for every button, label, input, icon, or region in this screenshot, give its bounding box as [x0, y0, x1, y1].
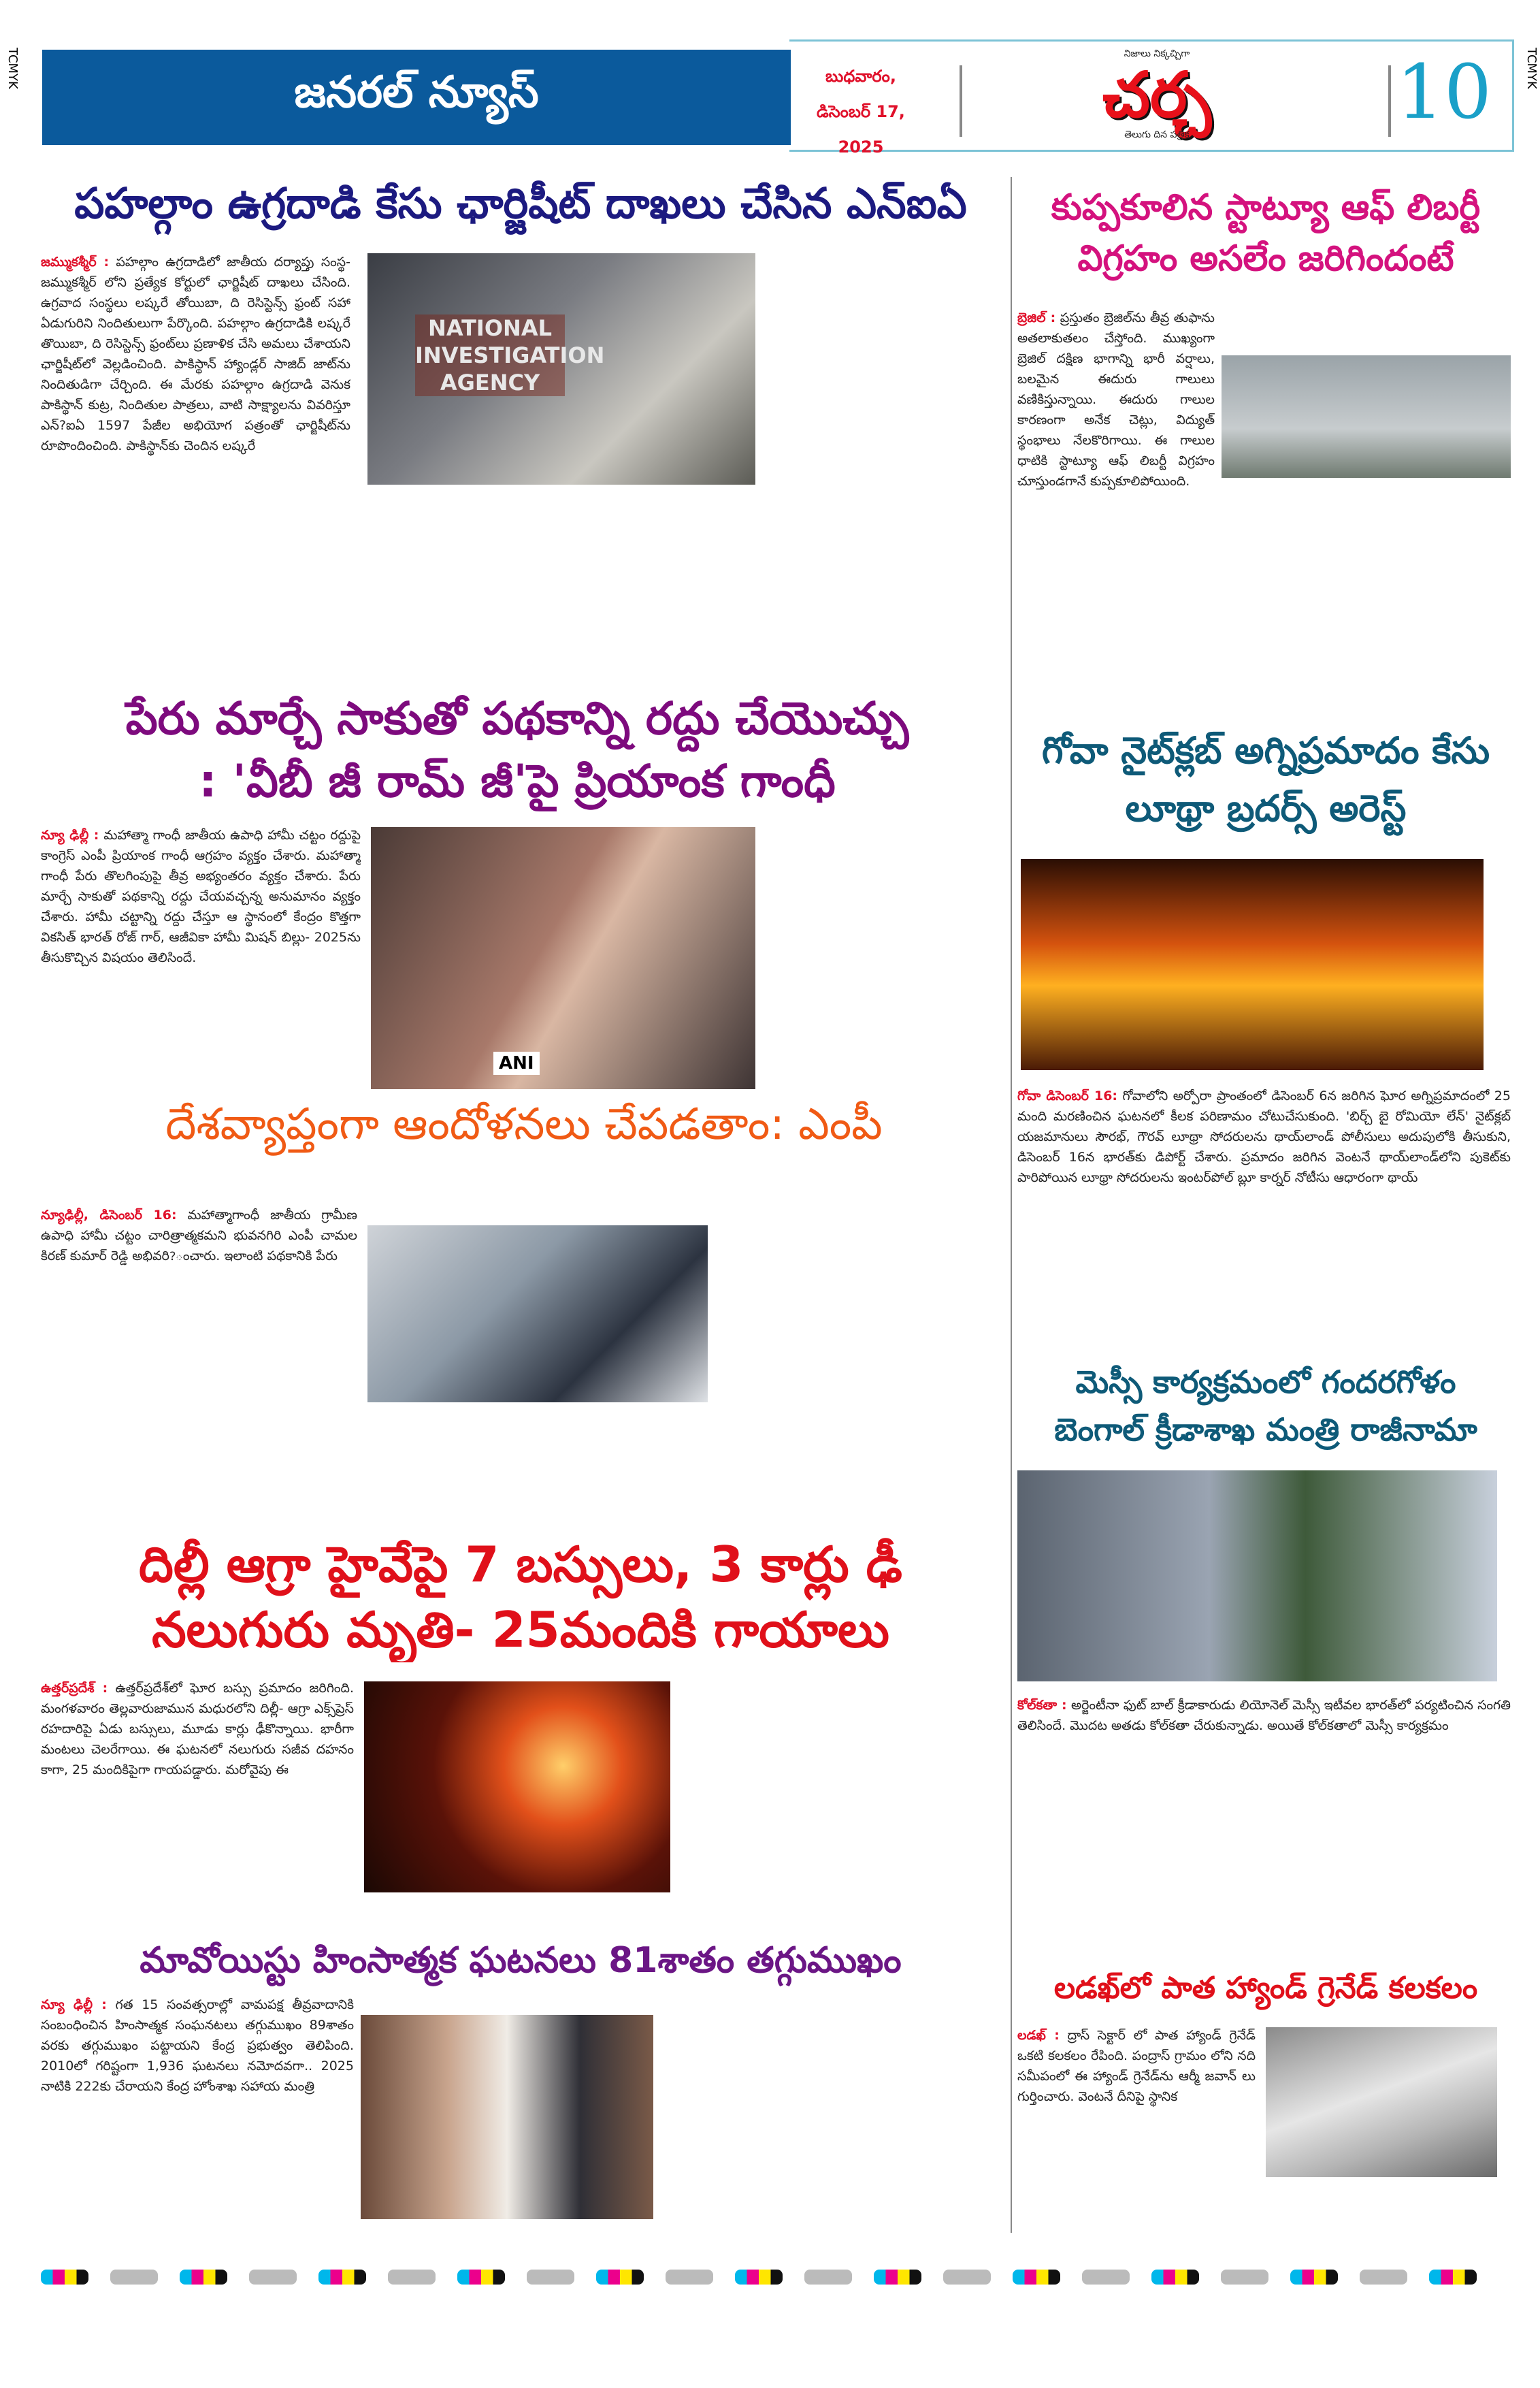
dateline: జమ్ముకశ్మీర్ :: [41, 255, 110, 270]
divider: [960, 65, 962, 137]
color-swatch: [1082, 2270, 1130, 2285]
color-swatch: [1290, 2270, 1338, 2285]
headline-line: దిల్లీ ఆగ్రా హైవేపై 7 బస్సులు, 3 కార్లు ఢీ: [139, 1536, 902, 1593]
bus-fire-photo: [364, 1681, 670, 1892]
logo-tagline: నిజాలు నిక్కచ్చిగా: [1124, 48, 1190, 59]
day: బుధవారం,: [825, 67, 896, 86]
color-swatch: [874, 2270, 921, 2285]
fallen-statue-photo: [1222, 355, 1511, 478]
body-text: గత 15 సంవత్సరాల్లో వామపక్ష తీవ్రవాదానికి సంబంధించిన హింసాత్మక సంఘనటలు తగ్గుముఖం 89శాతం వరకు తగ్గుముఖం పట్టాయని కేంద్ర ప్రభుత్వం తెలిపింది. 2010లో గరిష్టంగా 1,936 ఘటనలు నమోదవగా.. 2025 నాటికి 222కు చేరాయని కేంద్ర హోంశాఖ సహాయ మంత్రి: [41, 1997, 354, 2094]
body-text: మహాత్మా గాంధీ జాతీయ ఉపాధి హామీ చట్టం రద్దుపై కాంగ్రెస్ ఎంపీ ప్రియాంక గాంధీ ఆగ్రహం వ్యక్తం చేశారు. మహాత్మా గాంధీ పేరు తొలగింపుపై తీవ్ర అభ్యంతరం వ్యక్తం చేశారు. పేరు మార్చే సాకుతో పథకాన్ని రద్దు చేయవచ్చన్న అనుమానం వ్యక్తం చేశారు. హామీ చట్టాన్ని రద్దు చేస్తూ ఆ స్థానంలో కేంద్రం కొత్తగా వికసిత్ భారత్ రోజ్ గార్, ఆజీవికా హామీ మిషన్ బిల్లు- 2025ను తీసుకొచ్చిన విషయం తెలిసిందే.: [41, 828, 361, 965]
headline-mp: దేశవ్యాప్తంగా ఆందోళనలు చేపడతాం: ఎంపీ: [165, 1099, 883, 1150]
ani-mic-label: ANI: [493, 1052, 540, 1075]
article-body-statue: [1017, 308, 1215, 675]
color-swatch: [180, 2270, 227, 2285]
color-swatch: [666, 2270, 713, 2285]
color-swatch: [596, 2270, 644, 2285]
dateline: కోల్‌కతా :: [1017, 1698, 1067, 1713]
article-body-maoist: [41, 1995, 354, 2226]
nia-office-photo: [367, 253, 755, 485]
headline-ladakh: లడఖ్‌లో పాత హ్యాండ్ గ్రెనేడ్ కలకలం: [1053, 1971, 1478, 2005]
color-swatch: [1151, 2270, 1199, 2285]
date: డిసెంబర్ 17, 2025: [817, 102, 905, 157]
dateline: న్యూ ఢిల్లీ :: [41, 1997, 107, 2012]
body-text: ప్రస్తుతం బ్రెజిల్‌ను తీవ్ర తుఫాను అతలాకుతలం చేస్తోంది. ముఖ్యంగా బ్రెజిల్ దక్షిణ భాగాన్ని భారీ వర్షాలు, బలమైన ఈదురు గాలులు వణికిస్తున్నాయి. ఈదురు గాలుల కారణంగా అనేక చెట్లు, విద్యుత్ స్థంభాలు నేలకొరిగాయి. ఈ గాలుల ధాటికి స్టాట్యూ ఆఫ్ లిబర్టీ విగ్రహం చూస్తుండగానే కుప్పకూలిపోయింది.: [1017, 310, 1215, 489]
registration-mark: TCMYK: [1524, 48, 1539, 89]
color-swatch: [735, 2270, 783, 2285]
dateline: న్యూఢిల్లీ, డిసెంబర్ 16:: [41, 1208, 177, 1223]
body-text: ద్రాస్ సెక్టార్ లో పాత హ్యాండ్ గ్రెనేడ్ ఒకటి కలకలం రేపింది. పంద్రాస్ గ్రామం లోని నది సమీపంలో ఈ హ్యాండ్ గ్రెనేడ్‌ను ఆర్మీ జవాన్ లు గుర్తించారు. వెంటనే దీనిపై స్థానిక: [1017, 2028, 1256, 2104]
minister-photo: [361, 2015, 653, 2219]
headline-line: పేరు మార్చే సాకుతో పథకాన్ని రద్దు చేయొచ్చు: [125, 692, 909, 745]
messi-event-photo: [1017, 1470, 1497, 1681]
headline-bus: [34, 1532, 1007, 1662]
paper-logo: [1075, 48, 1239, 142]
color-swatch: [457, 2270, 505, 2285]
divider: [1388, 65, 1391, 137]
article-body-ladakh: [1017, 2025, 1256, 2223]
headline-line: మెస్సీ కార్యక్రమంలో గందరగోళం: [1075, 1364, 1456, 1400]
headline-line: : 'వీబీ జీ రామ్ జీ'పై ప్రియాంక గాంధీ: [199, 755, 836, 807]
logo-subtitle: తెలుగు దిన పత్రిక: [1124, 129, 1190, 140]
color-swatch: [1429, 2270, 1477, 2285]
section-banner: [42, 50, 791, 145]
color-swatch: [388, 2270, 436, 2285]
column-divider: [1011, 177, 1012, 2233]
headline-nia: పహల్గాం ఉగ్రదాడి కేసు ఛార్జిషీట్ దాఖలు చేసిన ఎన్ఐఏ: [74, 178, 967, 228]
nightclub-fire-photo: [1021, 859, 1484, 1070]
color-swatch: [1013, 2270, 1060, 2285]
color-swatch: [110, 2270, 158, 2285]
headline-goa: గోవా నైట్‌క్లబ్ అగ్నిప్రమాదం కేసు లూథ్రా బ్రదర్స్ అరెస్ట్: [1041, 729, 1490, 830]
article-continuation: [367, 490, 1007, 654]
color-swatch: [1360, 2270, 1407, 2285]
registration-mark: TCMYK: [5, 48, 20, 89]
article-body-goa: [1017, 1086, 1511, 1331]
article-body-priyanka: [41, 825, 361, 1091]
priyanka-gandhi-photo: [371, 827, 755, 1089]
headline-priyanka: [27, 688, 1007, 813]
page-number: 10: [1396, 48, 1492, 135]
headline-line: నలుగురు మృతి- 25మందికి గాయాలు: [152, 1601, 889, 1658]
headline-maoist: మావోయిస్టు హింసాత్మక ఘటనలు 81శాతం తగ్గుముఖం: [140, 1940, 902, 1981]
body-text: అర్జెంటీనా ఫుట్ బాల్ క్రీడాకారుడు లియోనెల్ మెస్సీ ఇటీవల భారత్‌లో పర్యటించిన సంగతి తెలిసిందే. మొదట అతడు కోల్‌కతా చేరుకున్నాడు. అయితే కోల్‌కతాలో మెస్సీ కార్యక్రమం: [1017, 1698, 1511, 1733]
dateline: న్యూ ఢిల్లీ :: [41, 828, 99, 843]
logo-name: చర్చ: [1102, 59, 1211, 131]
headline-statue: కుప్పకూలిన స్టాట్యూ ఆఫ్ లిబర్టీ విగ్రహం అసలేం జరిగిందంటే: [1051, 187, 1481, 279]
color-swatch: [1221, 2270, 1268, 2285]
body-text: ఉత్తర్‌ప్రదేశ్‌లో ఘోర బస్సు ప్రమాదం జరిగింది. మంగళవారం తెల్లవారుజామున మధురలోని దిల్లీ- ఆగ్రా ఎక్స్‌ప్రెస్ రహదారిపై ఏడు బస్సులు, మూడు కార్లు ఢీకొన్నాయి. భారీగా మంటలు చెలరేగాయి. ఈ ఘటనలో నలుగురు సజీవ దహనం కాగా, 25 మందికిపైగా గాయపడ్డారు. మరోవైపు ఈ: [41, 1681, 354, 1777]
photo-sign-text: NATIONAL INVESTIGATION AGENCY: [415, 315, 605, 396]
dateline: గోవా డిసెంబర్ 16:: [1017, 1088, 1118, 1103]
article-body-bus: [41, 1678, 354, 1933]
body-text: గోవాలోని అర్పోరా ప్రాంతంలో డిసెంబర్ 6న జరిగిన ఘోర అగ్నిప్రమాదంలో 25 మంది మరణించిన ఘటనలో కీలక పరిణామం చోటుచేసుకుంది. 'బిర్చ్ బై రోమియో లేన్' నైట్‌క్లబ్ యజమానులు సౌరభ్, గౌరవ్ లూథ్రా సోదరులను థాయ్‌లాండ్ పోలీసులు అదుపులోకి తీసుకుని, డిసెంబర్ 16న భారత్‌కు డిపోర్ట్ చేశారు. ప్రమాదం జరిగిన వెంటనే థాయ్‌లాండ్‌లోని పుకెట్‌కు పారిపోయిన లూథ్రా సోదరులను ఇంటర్‌పోల్ బ్లూ కార్నర్ నోటీసు ఆధారంగా థాయ్: [1017, 1088, 1511, 1185]
headline-messi: [1017, 1358, 1514, 1453]
body-text: పహల్గాం ఉగ్రదాడిలో జాతీయ దర్యాప్తు సంస్థ- జమ్ముకశ్మీర్ లోని ప్రత్యేక కోర్టులో ఛార్జిషీట్ దాఖలు చేసింది. ఉగ్రవాద సంస్థలు లష్కరే తోయిబా, ది రెసిస్టెన్స్ ఫ్రంట్ సహా ఏడుగురిని నిందితులుగా పేర్కొంది. పహల్గాం ఉగ్రదాడికి లష్కరే తొయిబా, ది రెసిస్టెన్స్ ఫ్రంట్‌లు ప్రణాళిక చేసి అమలు చేశాయని ఛార్జిషీట్‌లో వెల్లడించింది. పాకిస్థాన్ హ్యాండ్లర్ సాజిద్ జాట్‌ను నిందితుడిగా చేర్చింది. ఈ మేరకు పహల్గాం ఉగ్రదాడి వెనుక పాకిస్థాన్ కుట్ర, నిందితుల పాత్రలు, వాటి సాక్ష్యాలను వివరిస్తూ ఎన్?ఐఏ 1597 పేజీల అభియోగ పత్రంతో ఛార్జిషీట్‌ను రూపొందించింది. పాకిస్థాన్‌కు చెందిన లష్కరే: [41, 255, 350, 453]
section-title: జనరల్ న్యూస్: [294, 67, 539, 118]
color-swatch: [804, 2270, 852, 2285]
mp-press-photo: [367, 1225, 708, 1402]
snowy-mountain-photo: [1266, 2027, 1497, 2177]
color-swatch: [249, 2270, 297, 2285]
body-text: మహాత్మాగాంధీ జాతీయ గ్రామీణ ఉపాధి హామీ చట్టం చారిత్రాత్మకమని భువనగిరి ఎంపీ చామల కిరణ్ కుమార్ రెడ్డి అభివరి?ంచారు. ఇలాంటి పథకానికి పేరు: [41, 1208, 357, 1263]
masthead: [789, 39, 1514, 157]
color-swatch: [318, 2270, 366, 2285]
article-body-nia: [41, 252, 350, 654]
article-body-messi: [1017, 1695, 1511, 1940]
color-swatch: [943, 2270, 991, 2285]
color-swatch: [527, 2270, 574, 2285]
article-body-mp: [41, 1205, 357, 1511]
headline-line: బెంగాల్ క్రీడాశాఖ మంత్రి రాజీనామా: [1054, 1411, 1477, 1448]
dateline: లడఖ్ :: [1017, 2028, 1060, 2043]
dateline: బ్రెజిల్ :: [1017, 310, 1056, 325]
dateline: ఉత్తర్‌ప్రదేశ్ :: [41, 1681, 108, 1696]
color-swatch: [41, 2270, 88, 2285]
color-registration-bar: [41, 2267, 1511, 2287]
